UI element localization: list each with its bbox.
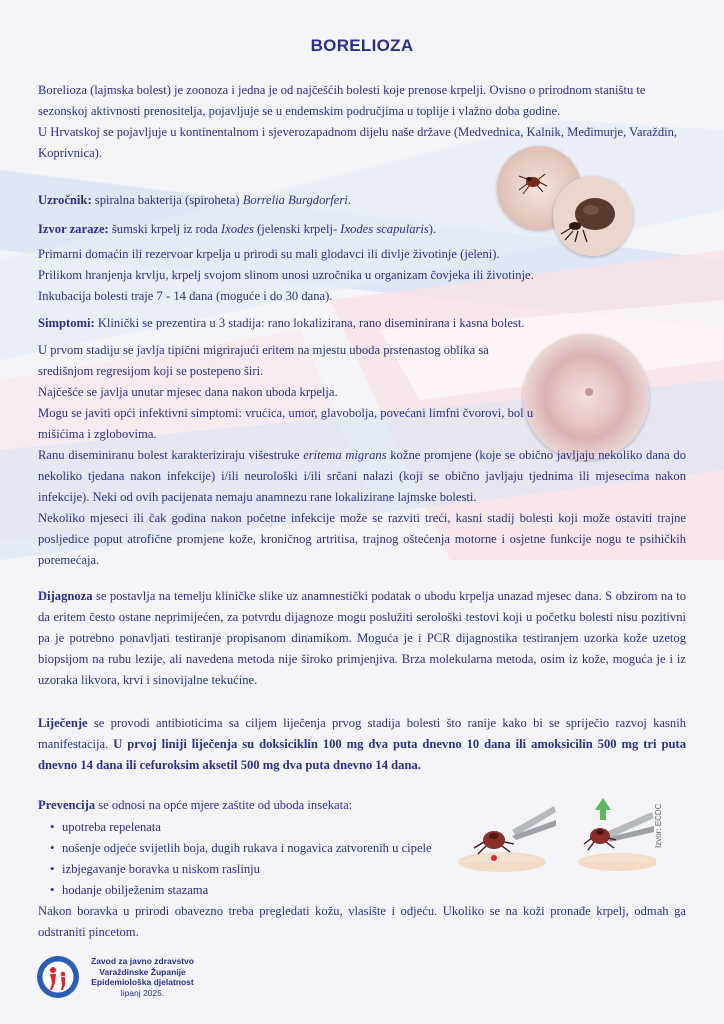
izvor-detail: Primarni domaćin ili rezervoar krpelja u prirodi su mali glodavci ili divlje životinje (jeleni). (38, 247, 500, 261)
list-item: • upotreba repelenata (52, 817, 686, 838)
izvor-section (38, 219, 598, 307)
dijagnoza-label: Dijagnoza (38, 589, 93, 603)
list-item: • izbjegavanje boravka u niskom raslinju (52, 859, 686, 880)
institute-logo (36, 955, 80, 999)
treatment-regimen: U prvoj liniji liječenja su doksiciklin 100 mg dva puta dnevno 10 dana ili amoksicilin 500 mg tri puta dnevno 14 dana ili cefuroksim aksetil 500 mg dva puta dnevno 14 dana. (38, 737, 687, 772)
intro-section (38, 80, 686, 164)
prevention-closing: Nakon boravka u prirodi obavezno treba pregledati kožu, vlasište i odjeću. Ukoliko se na koži pronađe krpelj, odmah ga odstraniti pincetom. (38, 904, 686, 939)
dijagnoza-paragraph: Dijagnoza se postavlja na temelju kliničke slike uz anamnestički podatak o ubodu krpelja unazad mjesec dana. S obzirom na to da eritem često ostane neprimijećen, za potvrdu dijagnoze mogu poslužiti serološki testovi koji u početku bolesti nisu pozitivni pa je potrebno ponavljati testiranje propisanom dinamikom. Moguća je i PCR dijagnostika testiranjem uzorka kože uzetog biopsijom na rubu lezije, ali navedena metoda nije široko primjenjiva. Brza molekularna metoda, osim iz kože, moguća je i iz uzoraka likvora, krvi i sinovijalne tekućine. (38, 589, 686, 687)
simptomi-line: Simptomi: Klinički se prezentira u 3 stadija: rano lokalizirana, rano diseminirana i kasna bolest. (38, 316, 525, 330)
simptomi-label: Simptomi: (38, 316, 95, 330)
list-item: • hodanje obilježenim stazama (52, 880, 686, 901)
izvor-label: Izvor zaraze: (38, 222, 109, 236)
page-title: BORELIOZA (310, 36, 414, 55)
org-name-line: Varaždinske Županije (99, 966, 186, 977)
intro-paragraph: Borelioza (lajmska bolest) je zoonoza i jedna je od najčešćih bolesti koje prenose krpelji. Ovisno o prirodnom staništu te sezonskoj aktivnosti prenositelja, pojavljuje se u endemskim područjima u toplije i vlažno doba godine. (38, 83, 646, 118)
uzrocnik-line: Uzročnik: spiralna bakterija (spiroheta) Borrelia Burgdorferi. (38, 193, 351, 207)
intro-paragraph: U Hrvatskoj se pojavljuje u kontinentalnom i sjeverozapadnom dijelu naše države (Medvednica, Kalnik, Međimurje, Varaždin, Koprivnica). (38, 125, 678, 160)
tick-removal-illustration (456, 796, 656, 876)
lijecenje-label: Liječenje (38, 716, 88, 730)
stage1-paragraph: Mogu se javiti opći infektivni simptomi: vrućica, umor, glavobolja, povećani limfni čvorovi, bol u mišićima i zglobovima. (38, 406, 534, 441)
uzrocnik-label: Uzročnik: (38, 193, 92, 207)
prevencija-label: Prevencija (38, 798, 96, 812)
stage2-paragraph: Ranu diseminiranu bolest karakteriziraju višestruke eritema migrans kožne promjene (koje se obično javljaju nekoliko dana do nekoliko tjedana nakon infekcije) i/ili neurološki i/ili srčani nalazi (koji se obično javljaju tjednima ili mjesecima nakon infekcije). Neki od ovih pacijenata nemaju anamnezu rane lokalizirane lajmske bolesti. (38, 448, 686, 504)
bacteria-name: Borrelia Burgdorferi (242, 193, 348, 207)
izvor-detail: Prilikom hranjenja krvlju, krpelj svojom slinom unosi uzročnika u organizam čovjeka ili životinje. (38, 268, 534, 282)
stage3-paragraph: Nekoliko mjeseci ili čak godina nakon početne infekcije može se razviti treći, kasni stadij bolesti koji može ostaviti trajne posljedice poput atrofične promjene kože, kroničnog artritisa, trajnog oštećenja motorne i osjetne funkcije nogu te psihičkih poremećaja. (38, 511, 686, 567)
stage1-paragraph: Najčešće se javlja unutar mjesec dana nakon uboda krpelja. (38, 385, 338, 399)
institute-name (80, 956, 205, 998)
erythema-migrans-photo (523, 334, 649, 460)
department-name: Epidemiološka djelatnost (91, 977, 194, 987)
izvor-line: Izvor zaraze: šumski krpelj iz roda Ixodes (jelenski krpelj- Ixodes scapularis). (38, 222, 437, 236)
stage1-section (38, 340, 534, 445)
list-item: • nošenje odjeće svijetlih boja, dugih rukava i nogavica zatvorenih u cipele (52, 838, 686, 859)
image-source-credit: Izvor: ECDC (654, 803, 663, 848)
org-name-line: Zavod za javno zdravstvo (91, 956, 194, 966)
lijecenje-paragraph: Liječenje se provodi antibioticima sa ciljem liječenja prvog stadija bolesti što ranije kako bi se spriječio razvoj kasnih manifestacija. U prvoj liniji liječenja su doksiciklin 100 mg dva puta dnevno 10 dana ili amoksicilin 500 mg tri puta dnevno 14 dana ili cefuroksim aksetil 500 mg dva puta dnevno 14 dana. (38, 716, 687, 772)
publication-date: lipanj 2025. (120, 987, 165, 998)
izvor-detail: Inkubacija bolesti traje 7 - 14 dana (moguće i do 30 dana). (38, 289, 333, 303)
prevencija-section: Prevencija se odnosi na opće mjere zaštite od uboda insekata: • upotreba repelenata • nošenje odjeće svijetlih boja, dugih rukava i nogavica zatvorenih u cipele • izbjegavanje boravka u niskom raslinju • hodanje obilježenim stazama Nakon boravka u prirodi obavezno treba pregledati kožu, vlasište i odjeću. Ukoliko se na koži pronađe krpelj, odmah ga odstraniti pincetom. (38, 795, 686, 943)
engorged-tick-photo (553, 176, 633, 256)
stage1-paragraph: U prvom stadiju se javlja tipični migrirajući eritem na mjestu uboda prstenastog oblika sa središnjom regresijom koji se postepeno širi. (38, 343, 489, 378)
